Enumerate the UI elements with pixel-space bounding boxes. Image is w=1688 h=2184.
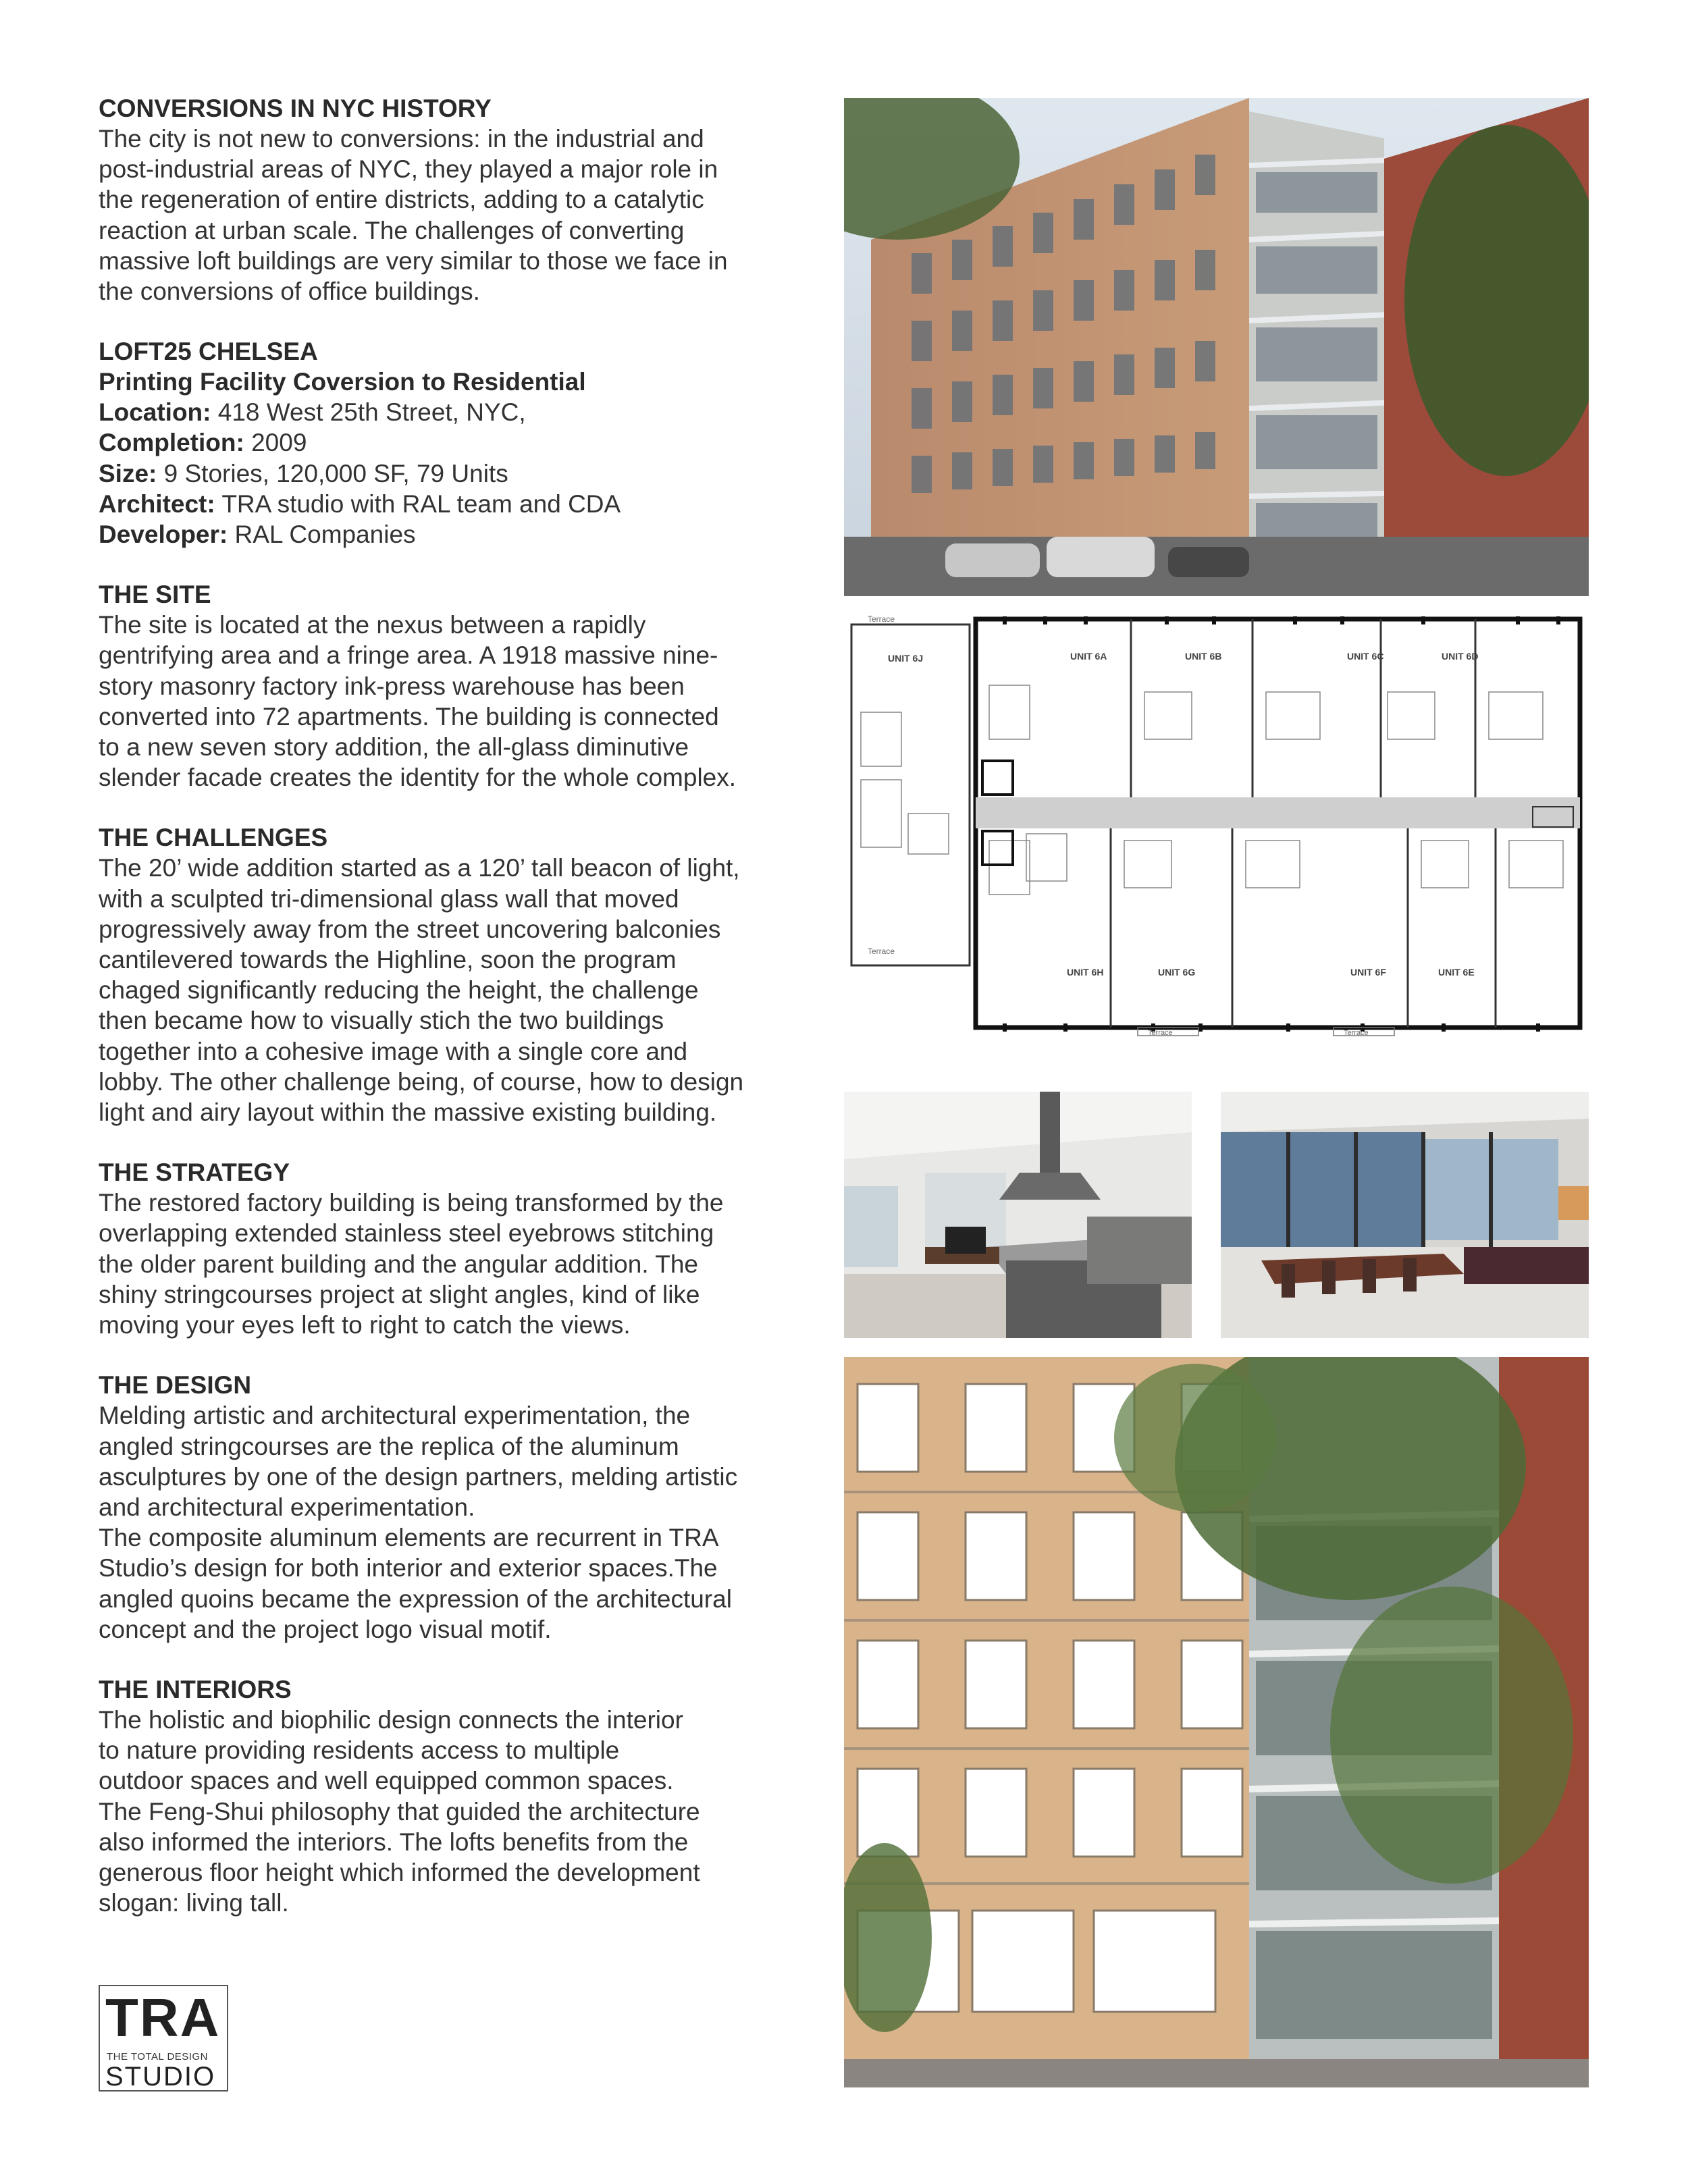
terrace-label: Terrace bbox=[1344, 1029, 1369, 1036]
unit-label: UNIT 6F bbox=[1350, 967, 1386, 978]
unit-label: UNIT 6A bbox=[1070, 651, 1107, 662]
section-design bbox=[99, 1370, 814, 1645]
section-challenges bbox=[99, 822, 814, 1127]
section-body: The site is located at the nexus between a rapidly gentrifying area and a fringe area. A 1918 massive nine- story masonry factory ink-press warehouse has been converted into 72 apartments. The building is connected to a new seven story addition, the all-glass diminutive slender facade creates the identity for the whole complex. bbox=[99, 611, 737, 792]
unit-label: UNIT 6C bbox=[1347, 651, 1384, 662]
fact-completion: Completion: 2009 bbox=[99, 429, 307, 457]
section-body: The holistic and biophilic design connects the interior to nature providing residents access to multiple outdoor spaces and well equipped common spaces. The Feng-Shui philosophy that guided the architecture also informed the interiors. The lofts benefits from the generous floor height which informed the development slogan: living tall. bbox=[99, 1705, 700, 1917]
living-room-photo bbox=[1221, 1092, 1589, 1338]
section-heading: THE INTERIORS bbox=[99, 1675, 292, 1703]
section-body: The 20’ wide addition started as a 120’ tall beacon of light, with a sculpted tri-dimensional glass wall that moved progressively away from the street uncovering balconies cantilevered towards the Highline, soon the program chaged significantly reducing the height, the challenge then became how to visually stich the two buildings together into a cohesive image with a single core and lobby. The other challenge being, of course, how to design light and airy layout within the massive existing building. bbox=[99, 854, 744, 1127]
section-body: The city is not new to conversions: in the industrial and post-industrial areas of NYC, they played a major role in the regeneration of entire districts, adding to a catalytic reaction at urban scale. The challenges of converting massive loft buildings are very similar to those we face in the conversions of office buildings. bbox=[99, 125, 728, 306]
tra-studio-logo bbox=[99, 1985, 228, 2092]
terrace-label: Terrace bbox=[868, 947, 895, 956]
unit-label: UNIT 6H bbox=[1067, 967, 1104, 978]
logo-name: TRA bbox=[105, 1988, 221, 2048]
terrace-label: Terrace bbox=[1148, 1029, 1173, 1036]
section-strategy bbox=[99, 1157, 814, 1340]
logo-studio: STUDIO bbox=[105, 2062, 216, 2092]
section-heading: LOFT25 CHELSEA bbox=[99, 338, 318, 366]
section-history bbox=[99, 93, 814, 307]
unit-label: UNIT 6J bbox=[888, 653, 924, 664]
floor-plan bbox=[847, 611, 1587, 1036]
text-column bbox=[99, 93, 814, 1948]
logo-tagline: THE TOTAL DESIGN bbox=[107, 2051, 208, 2062]
section-project bbox=[99, 336, 814, 550]
facade-photo bbox=[844, 1357, 1589, 2087]
section-heading: THE DESIGN bbox=[99, 1371, 252, 1400]
section-body: Melding artistic and architectural experimentation, the angled stringcourses are the replica of the aluminum asculptures by one of the design partners, melding artistic and architectural experimentation. The composite aluminum elements are recurrent in TRA Studio’s design for both interior and exterior spaces.The angled quoins became the expression of the architectural concept and the project logo visual motif. bbox=[99, 1402, 738, 1643]
unit-label: UNIT 6E bbox=[1438, 967, 1475, 978]
section-interiors bbox=[99, 1674, 814, 1918]
section-body: The restored factory building is being transformed by the overlapping extended stainless steel eyebrows stitching the older parent building and the angular addition. The shiny stringcourses project at slight angles, kind of like moving your eyes left to right to catch the views. bbox=[99, 1189, 724, 1339]
terrace-label: Terrace bbox=[868, 614, 895, 624]
fact-location: Location: 418 West 25th Street, NYC, bbox=[99, 398, 526, 427]
unit-label: UNIT 6D bbox=[1442, 651, 1479, 662]
section-site bbox=[99, 579, 814, 793]
section-heading: CONVERSIONS IN NYC HISTORY bbox=[99, 95, 492, 122]
kitchen-photo bbox=[844, 1092, 1192, 1338]
unit-label: UNIT 6G bbox=[1158, 967, 1196, 978]
section-heading: THE STRATEGY bbox=[99, 1158, 290, 1187]
fact-developer: Developer: RAL Companies bbox=[99, 521, 416, 549]
section-heading: THE SITE bbox=[99, 581, 211, 609]
section-heading: THE CHALLENGES bbox=[99, 824, 328, 852]
fact-architect: Architect: TRA studio with RAL team and CDA bbox=[99, 489, 621, 518]
project-subtitle: Printing Facility Coversion to Residential bbox=[99, 368, 586, 396]
exterior-photo bbox=[844, 98, 1589, 596]
fact-size: Size: 9 Stories, 120,000 SF, 79 Units bbox=[99, 459, 508, 487]
unit-label: UNIT 6B bbox=[1185, 651, 1222, 662]
